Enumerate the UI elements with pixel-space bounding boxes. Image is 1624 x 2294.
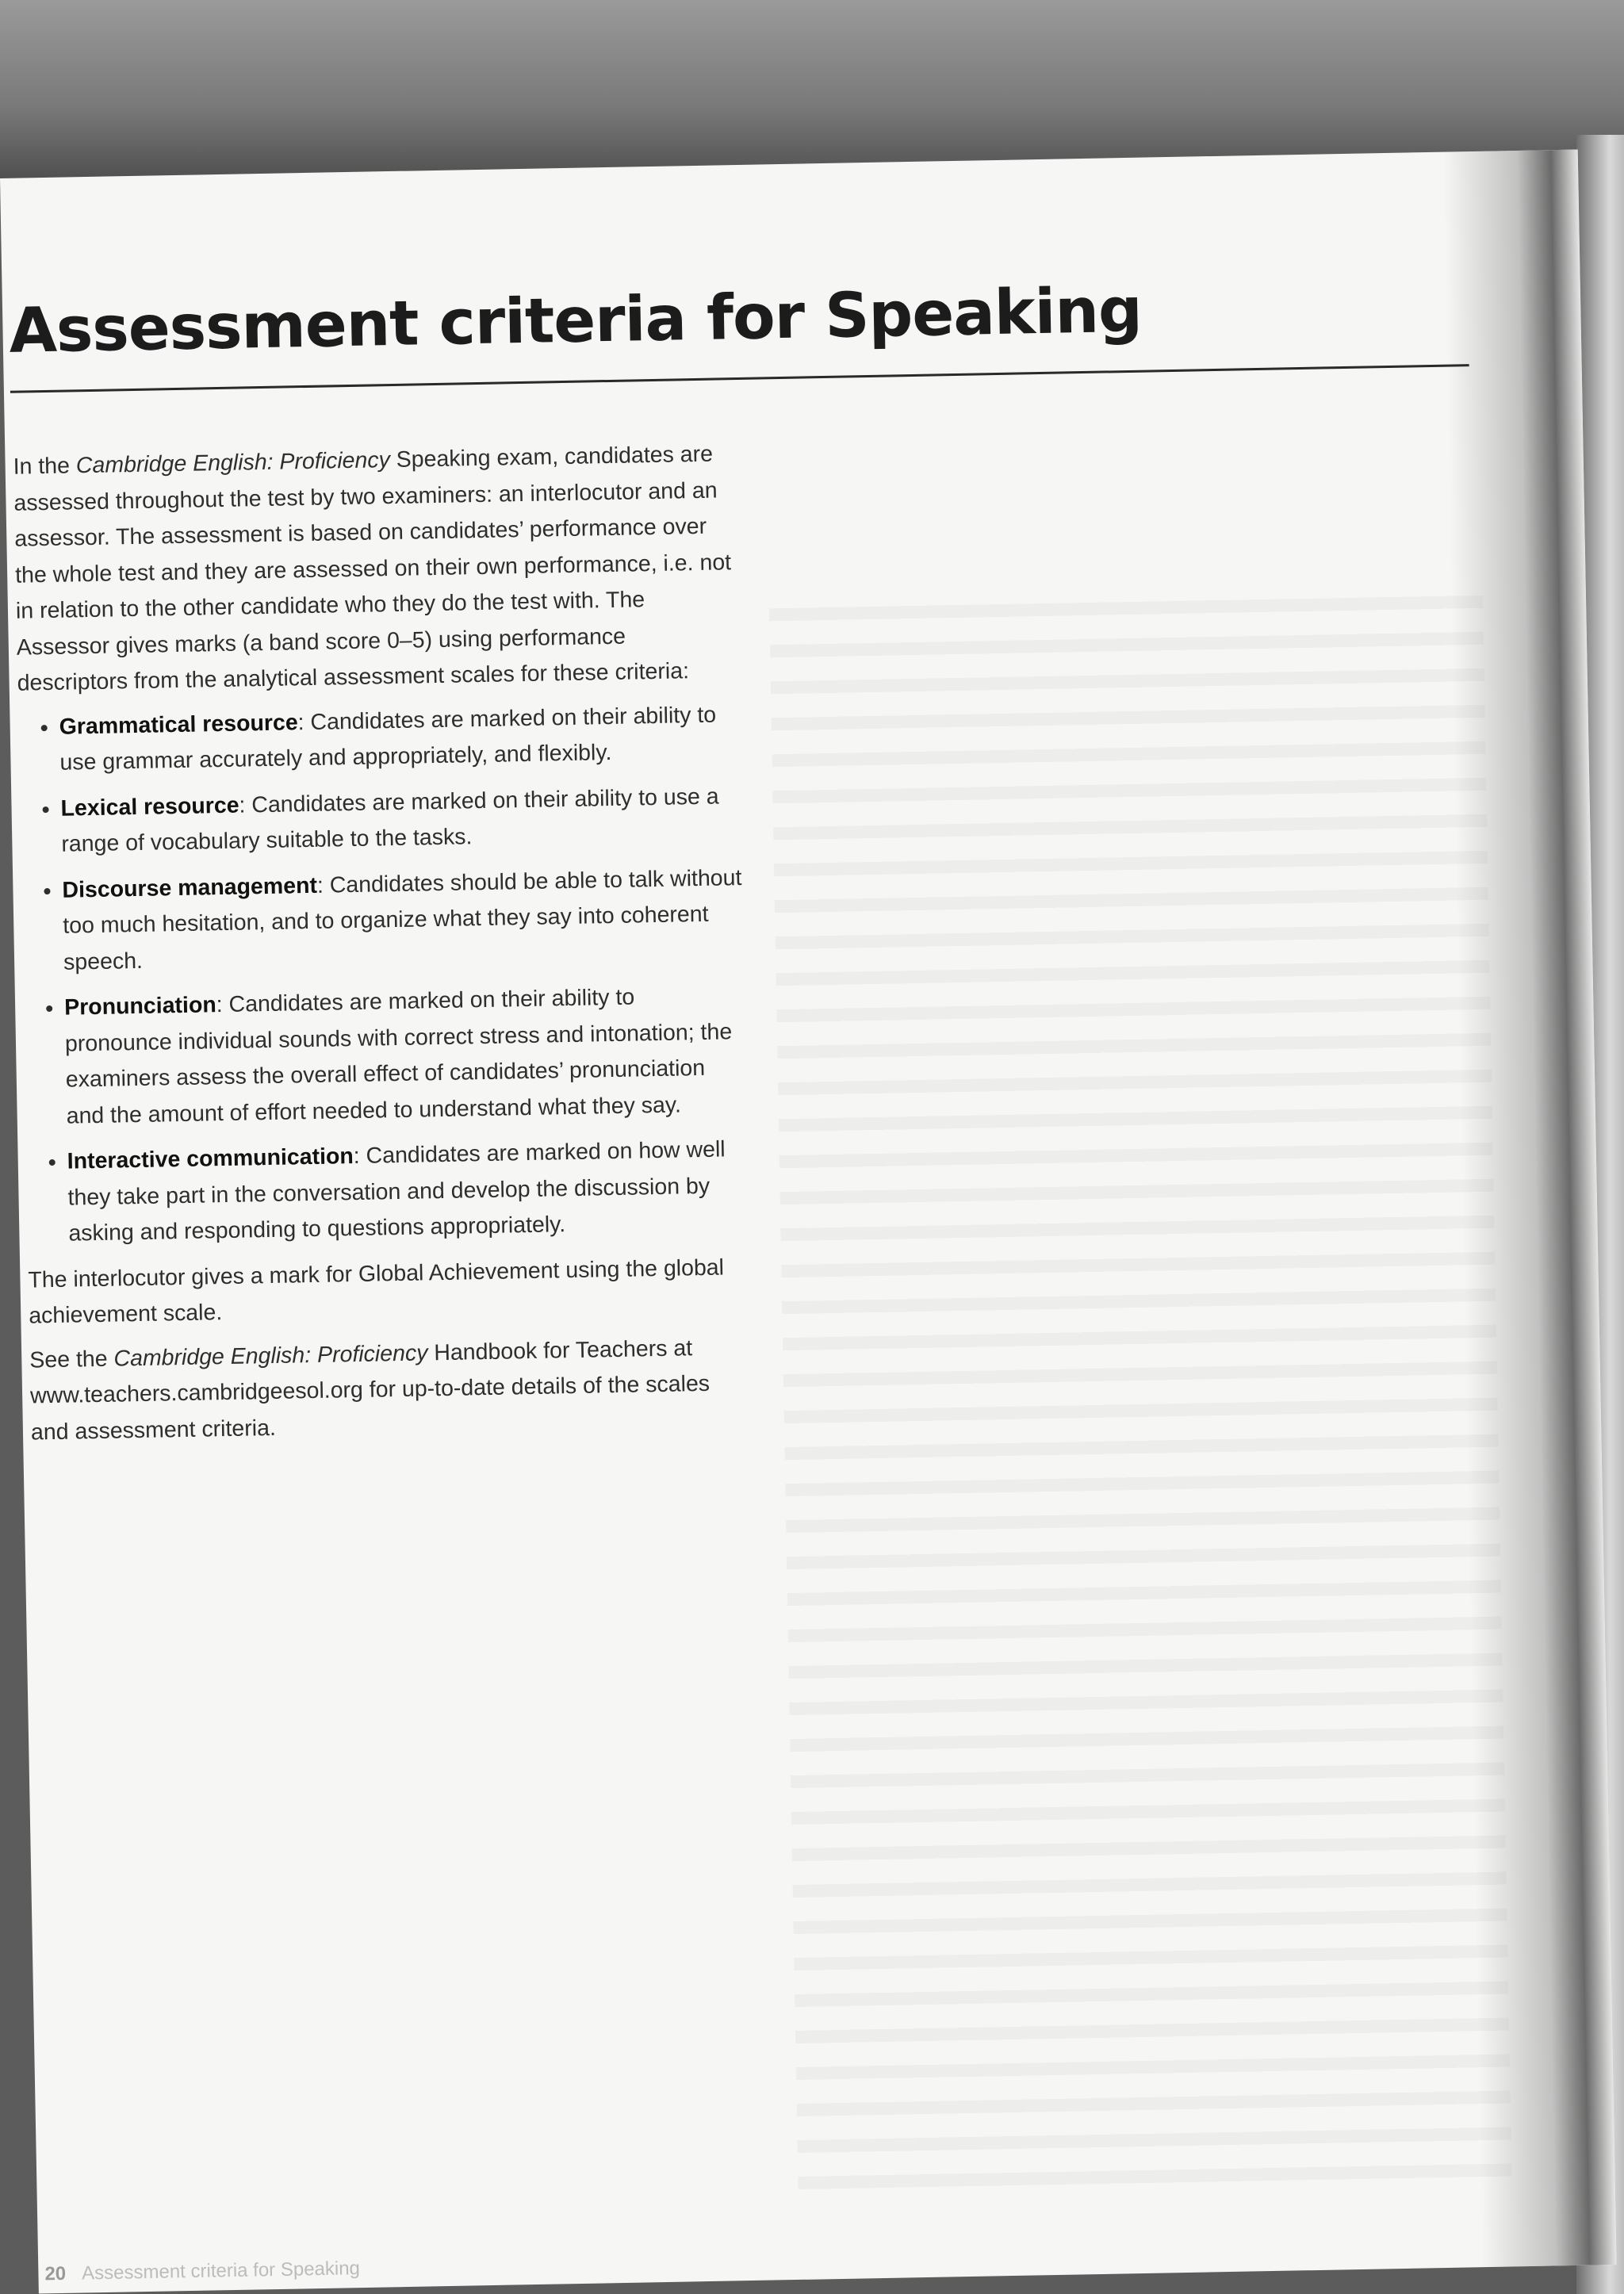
global-achievement-paragraph: The interlocutor gives a mark for Global Achievement using the global achievement scale. xyxy=(28,1254,725,1329)
exam-name: Cambridge English: Proficiency xyxy=(113,1339,428,1372)
running-title: Assessment criteria for Speaking xyxy=(81,2258,361,2284)
list-item-interactive-communication xyxy=(67,1132,749,1252)
criterion-description: : Candidates are marked on how well they take part in the conversation and develop the discussion by asking and responding to questions appropriately. xyxy=(67,1136,726,1247)
list-item-grammatical-resource xyxy=(59,697,741,782)
criterion-description: : Candidates are marked on their ability to pronounce individual sounds with correct stress and intonation; the examiners assess the overall effect of candidates’ pronunciation and the amount of effort needed to understand what they say. xyxy=(64,984,733,1129)
page-title: Assessment criteria for Speaking xyxy=(8,274,1143,367)
criterion-term: Interactive communication xyxy=(67,1143,354,1174)
list-item-discourse-management xyxy=(62,860,744,980)
criterion-description: : Candidates should be able to talk without too much hesitation, and to organize what they say into coherent speech. xyxy=(62,864,742,975)
handbook-paragraph: See the Cambridge English: Proficiency Handbook for Teachers at www.teachers.cambridgeesol.org for up-to-date details of the scales and assessment criteria. xyxy=(29,1335,710,1446)
list-item-pronunciation xyxy=(64,978,747,1135)
page-number: 20 xyxy=(44,2262,67,2285)
criterion-description: : Candidates are marked on their ability to use a range of vocabulary suitable to the tasks. xyxy=(61,783,719,857)
criteria-list xyxy=(17,697,749,1254)
criterion-term: Discourse management xyxy=(62,872,318,903)
list-item-lexical-resource xyxy=(60,779,742,864)
main-column xyxy=(13,436,753,1458)
intro-paragraph: In the Cambridge English: Proficiency Speaking exam, candidates are assessed throughout the test by two examiners: an interlocutor and an assessor. The assessment is based on candidates’ performance over the whole test and they are assessed on their own performance, i.e. not in relation to the other candidate who they do the test with. The Assessor gives marks (a band score 0–5) using performance descriptors from the analytical assessment scales for these criteria: xyxy=(13,441,732,696)
criterion-term: Lexical resource xyxy=(60,792,239,821)
document-page xyxy=(0,150,1617,2294)
page-footer xyxy=(44,2258,360,2285)
criterion-term: Grammatical resource xyxy=(59,709,298,740)
bleed-through-shadow xyxy=(769,596,1511,2194)
criterion-term: Pronunciation xyxy=(63,992,217,1021)
criterion-description: : Candidates are marked on their ability to use grammar accurately and appropriately, and flexibly. xyxy=(59,702,717,776)
title-rule xyxy=(10,364,1469,393)
exam-name: Cambridge English: Proficiency xyxy=(75,447,391,479)
